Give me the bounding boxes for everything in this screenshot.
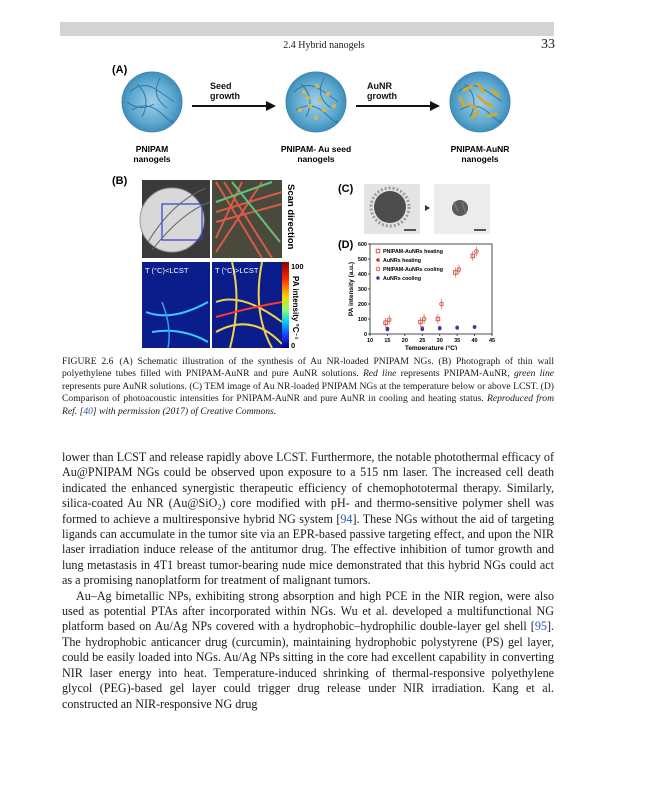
reference-link-94[interactable]: 94: [340, 511, 353, 526]
aunr-growth-label: [367, 81, 397, 101]
aunr-growth-arrow: [356, 101, 440, 111]
tube-photograph: [140, 180, 210, 258]
y-tick-label: 200: [357, 302, 367, 308]
figure-2-6: [112, 62, 522, 350]
paragraph-1-text-a: lower than LCST and release rapidly above LCST. Furthermore, the notable photothermal efficacy of Au@PNIPAM NGs could be observed upon exposure to a 515 nm laser. The increased cell death indicated the enhanced synergistic therapeutic efficiency of chemophototermal therapy. Similarly, silica-coated Au NR (Au@SiO₂) core modified with pH- and thermo-sensitive polymer shell was formed to achieve a multiresponsive hybrid NG system [: [62, 450, 554, 526]
panel-c-label: (C): [338, 183, 354, 195]
tem-transition-arrow: [425, 205, 430, 211]
y-axis-label: PA intensity (a.u.): [348, 261, 355, 317]
y-tick-label: 0: [363, 332, 367, 338]
paragraph-2-text-b: ]. The hydrophobic anticancer drug (curcumin), maintaining hydrophobic polystyrene (PS) gel layer, could be easily loaded into NGs. Au/Ag NPs sitting in the core had excellent capability in converting NIR laser energy into heat. Temperature-induced shrinking of thermal-responsive polyethylene glycol (PEG)-based gel layer could trigger drug release under NIR irradiation. Kang et al. constructed an NIR-responsive NG drug: [62, 619, 554, 711]
data-point: [420, 327, 424, 331]
data-point: [455, 326, 459, 330]
x-tick-label: 15: [384, 338, 391, 344]
caption-text-2: represents PNIPAM-AuNR,: [396, 368, 514, 380]
data-point: [473, 325, 477, 329]
seed-growth-label-line: Seed: [210, 81, 232, 91]
colorbar-max: 100: [291, 262, 304, 271]
seed-growth-label: [210, 81, 240, 101]
x-tick-label: 25: [419, 338, 426, 344]
y-tick-label: 300: [357, 287, 367, 293]
paragraph-1-text-b: ]. These NGs without the aid of targeting ligands can accumulate in the tumor site via an EPR-based passive targeting effect, and upon the NIR laser irradiation induce release of the antitumor drug. The effective inhibition of tumor growth and lung metastasis in 4T1 breast tumor-bearing nude mice demonstrated that this hybrid NGs could act as a promising nanoplatform for treatment of malignant tumors.: [62, 511, 555, 588]
legend-marker: [376, 276, 380, 280]
caption-text-1: (A) Schematic illustration of the synthesis of Au NR-loaded PNIPAM NGs. (B) Photograph of thin wall polyethylene tubes filled with PNIPAM-AuNR and pure AuNR solutions.: [62, 356, 554, 380]
caption-text-3: represents pure AuNR solutions. (C) TEM image of Au NR-loaded PNIPAM NGs at the temperature below or above LCST. (D) Comparison of photoacoustic intensities for PNIPAM-AuNR and pure AuNR in cooling and heating status.: [62, 380, 554, 405]
caption-repro-pre: Reproduced from Ref. [: [62, 393, 555, 417]
below-lcst-label: T (°C)<LCST: [145, 266, 189, 275]
pa-intensity-chart: [348, 242, 495, 350]
x-tick-label: 20: [401, 338, 408, 344]
above-lcst-label: T (°C)>LCST: [215, 266, 259, 275]
panel-a-label: (A): [112, 64, 128, 76]
data-point: [438, 327, 442, 331]
y-tick-label: 100: [357, 317, 367, 323]
colorbar-min: 0: [291, 341, 296, 350]
page-number: 33: [541, 37, 555, 52]
page-top-band: [60, 22, 554, 36]
caption-red-line: Red line: [362, 368, 397, 380]
label-line-2: growth: [367, 91, 397, 101]
colorbar-title: PA intensity °C⁻¹: [291, 276, 300, 340]
pa-image-above-lcst: [212, 262, 282, 348]
au-seed-nanogel: [286, 72, 346, 132]
caption-line-2: nanogels: [297, 154, 335, 164]
legend-label: PNIPAM-AuNRs heating: [383, 249, 443, 255]
caption-line-2: nanogels: [461, 154, 499, 164]
pnipam-nanogel: [122, 72, 182, 132]
x-tick-label: 45: [488, 338, 496, 344]
figure-caption: [62, 356, 554, 418]
legend-label: PNIPAM-AuNRs cooling: [383, 267, 443, 273]
body-text: [62, 450, 554, 712]
legend-label: AuNRs heating: [383, 258, 421, 264]
figure-canvas: [112, 62, 522, 350]
data-point: [386, 328, 390, 332]
caption-green-line: green line: [513, 368, 555, 380]
x-tick-label: 40: [471, 338, 478, 344]
x-tick-label: 10: [366, 338, 374, 344]
legend-marker: [376, 258, 380, 262]
pa-intensity-colorbar: [282, 262, 289, 348]
figure-caption-label: FIGURE 2.6: [62, 356, 114, 367]
pnipam-aunr-nanogels-caption: PNIPAM-AuNR nanogels: [450, 144, 510, 164]
y-tick-label: 400: [357, 272, 367, 278]
label-line-2: growth: [210, 91, 240, 101]
paragraph-2: [62, 589, 554, 712]
paragraph-2-text-a: Au–Ag bimetallic NPs, exhibiting strong absorption and high PCE in the NIR region, were also used as potential PTAs after incorporated within NGs. Wu et al. developed a multifunctional NG platform based on Au/Ag NPs covered with a hydrophobic–hydrophilic double-layer gel shell [: [62, 588, 554, 634]
au-seed-nanogels-caption: PNIPAM- Au seed nanogels: [280, 144, 352, 164]
x-axis-label: Temperature (°C): [404, 345, 458, 350]
tem-image-below-lcst: [364, 184, 420, 234]
y-tick-label: 600: [357, 242, 367, 248]
pnipam-aunr-nanogel: [450, 72, 510, 132]
legend-marker: [376, 267, 380, 271]
y-tick-label: 500: [357, 257, 367, 263]
caption-repro-post: ] with permission (2017) of Creative Commons.: [92, 405, 277, 417]
caption-reference-link[interactable]: 40: [83, 405, 93, 417]
legend-marker: [376, 249, 380, 253]
x-tick-label: 30: [436, 338, 443, 344]
pa-image-below-lcst: [142, 262, 210, 348]
tem-image-above-lcst: [434, 184, 490, 234]
reference-link-95[interactable]: 95: [534, 619, 547, 634]
series-2: [386, 325, 477, 330]
aunr-growth-label-line: AuNR: [367, 81, 392, 91]
paragraph-1: [62, 450, 554, 589]
panel-d-label: (D): [338, 239, 354, 251]
running-title: 2.4 Hybrid nanogels: [283, 40, 365, 51]
x-tick-label: 35: [454, 338, 461, 344]
scan-direction-label: Scan direction: [285, 184, 296, 250]
series-4: [386, 325, 477, 331]
panel-b-label: (B): [112, 175, 128, 187]
tube-photograph-zoom: [212, 180, 282, 258]
seed-growth-arrow: [192, 101, 276, 111]
caption-line-2: nanogels: [133, 154, 171, 164]
pnipam-nanogels-caption: PNIPAM nanogels: [133, 144, 171, 164]
legend-label: AuNRs cooling: [383, 276, 421, 282]
